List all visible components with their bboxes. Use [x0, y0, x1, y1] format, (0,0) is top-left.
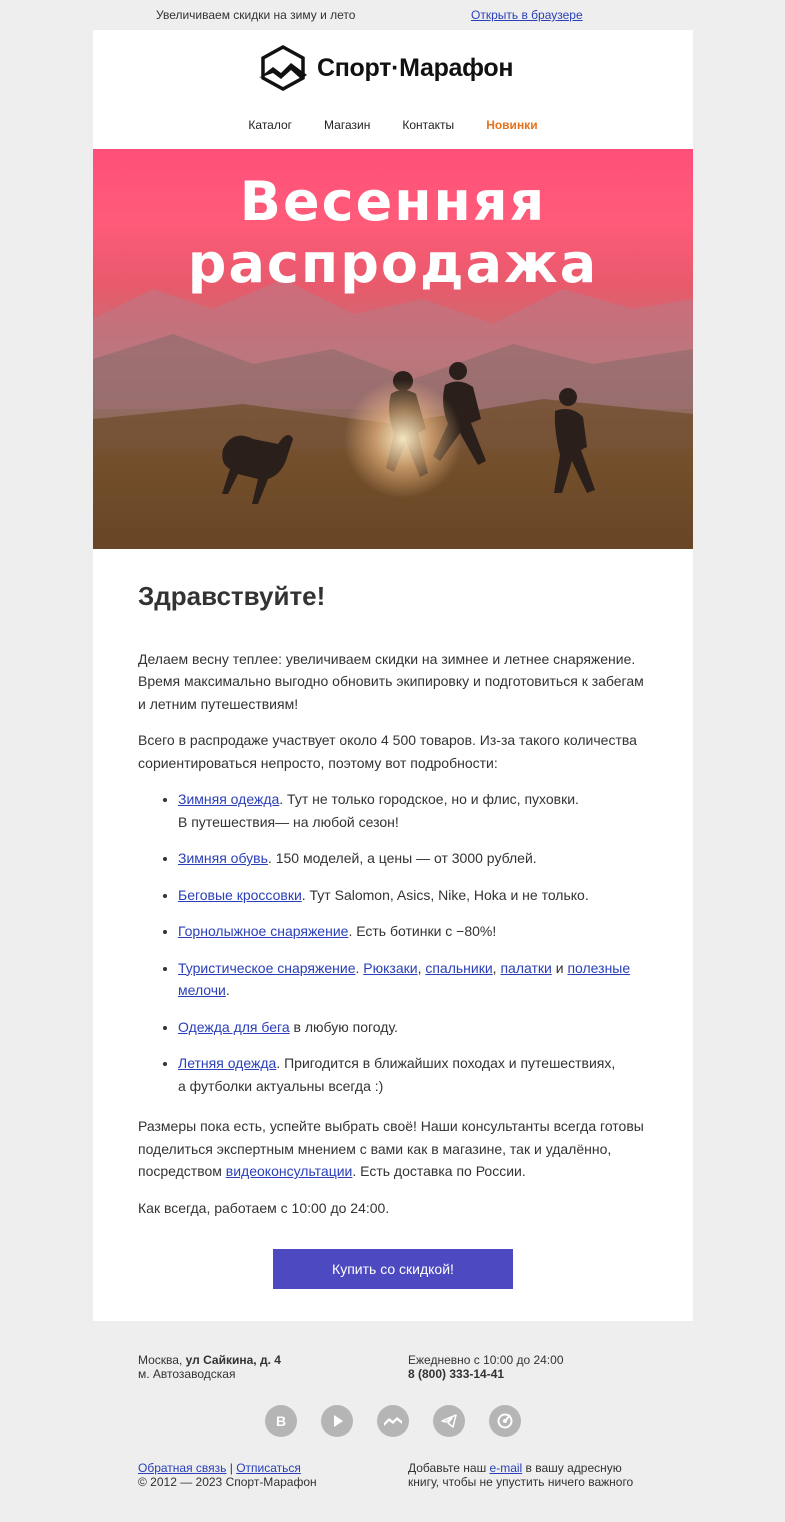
nav-shop[interactable]: Магазин	[324, 118, 371, 132]
separator: .	[225, 982, 230, 998]
feedback-link[interactable]: Обратная связь	[138, 1461, 227, 1475]
address-book-note	[408, 1461, 648, 1489]
footer-hours	[408, 1353, 564, 1381]
list-item-text: В путешествия— на любой сезон!	[178, 813, 399, 830]
list-item-text: . Тут Salomon, Asics, Nike, Hoka и не только.	[301, 886, 589, 903]
working-hours: Ежедневно с 10:00 до 24:00	[408, 1353, 564, 1367]
list-item-text: . 150 моделей, а цены — от 3000 рублей.	[267, 850, 537, 866]
mountain-logo-icon	[257, 45, 309, 91]
paragraph-text: . Есть доставка по России.	[352, 1163, 526, 1179]
nav-new[interactable]: Новинки	[486, 118, 538, 132]
footer-address	[138, 1353, 281, 1381]
copyright: © 2012 — 2023 Спорт-Марафон	[138, 1475, 317, 1489]
preheader-text: Увеличиваем скидки на зиму и лето	[156, 8, 356, 22]
svg-text:В: В	[275, 1413, 287, 1429]
list-item-text: а футболки актуальны всегда :)	[178, 1077, 384, 1094]
video-consultation-link[interactable]: видеоконсультации	[225, 1163, 353, 1179]
open-in-browser-link[interactable]: Открыть в браузере	[471, 8, 583, 22]
brand-name: Спорт·Марафон	[317, 53, 514, 82]
note-text: в вашу адресную книгу, чтобы не упустить ничего важного	[408, 1461, 634, 1489]
telegram-icon[interactable]	[433, 1405, 465, 1437]
category-list	[138, 788, 648, 1097]
winter-shoes-link[interactable]: Зимняя обувь	[178, 850, 268, 866]
list-item	[178, 788, 648, 833]
sleeping-bags-link[interactable]: спальники	[425, 959, 493, 976]
separator: и	[551, 959, 568, 976]
useful-items-link[interactable]: полезные мелочи	[178, 959, 631, 998]
summer-clothes-link[interactable]: Летняя одежда	[178, 1055, 277, 1071]
vk-icon[interactable]	[265, 1405, 297, 1437]
list-item	[178, 847, 648, 870]
youtube-icon[interactable]	[321, 1405, 353, 1437]
note-text: Добавьте наш	[408, 1461, 490, 1475]
list-item	[178, 884, 648, 907]
details-paragraph: Всего в распродаже участвует около 4 500 товаров. Из-за такого количества сориентироваться непросто, поэтому вот подробности:	[138, 732, 637, 771]
list-item	[178, 957, 648, 1002]
intro-paragraph: Делаем весну теплее: увеличиваем скидки на зимнее и летнее снаряжение. Время максимально выгодно обновить экипировку и подготовиться к забегам и летним путешествиям!	[138, 650, 644, 712]
main-nav	[93, 118, 693, 132]
nav-contacts[interactable]: Контакты	[402, 118, 455, 132]
hero-title-line1: Весенняя	[239, 170, 547, 233]
preheader	[93, 0, 693, 30]
unsubscribe-link[interactable]: Отписаться	[236, 1461, 301, 1475]
ski-gear-link[interactable]: Горнолыжное снаряжение	[178, 923, 349, 939]
greeting: Здравствуйте!	[138, 581, 326, 611]
list-item	[178, 1016, 648, 1039]
list-item	[178, 920, 648, 943]
footer-links	[138, 1461, 317, 1489]
email-link[interactable]: e-mail	[489, 1461, 523, 1475]
separator: ,	[417, 959, 426, 976]
separator: .	[355, 959, 364, 976]
separator: |	[226, 1461, 237, 1475]
nav-catalog[interactable]: Каталог	[248, 118, 293, 132]
list-item-text: в любую погоду.	[289, 1018, 398, 1035]
hero-title	[93, 171, 693, 295]
street: ул Сайкина, д. 4	[185, 1353, 281, 1367]
logo[interactable]	[257, 45, 529, 91]
tents-link[interactable]: палатки	[500, 959, 552, 976]
paragraph-text: Размеры пока есть, успейте выбрать своё! Наши консультанты всегда готовы поделиться экспертным мнением с вами как в магазине, так и удалённо, посредством	[138, 1118, 644, 1179]
hero-title-line2: распродажа	[187, 232, 599, 295]
metro: м. Автозаводская	[138, 1367, 236, 1381]
email-body	[138, 549, 648, 1233]
running-shoes-link[interactable]: Беговые кроссовки	[178, 886, 302, 903]
buy-discount-button[interactable]: Купить со скидкой!	[273, 1249, 513, 1289]
separator: ,	[492, 959, 501, 976]
list-item-text: . Тут не только городское, но и флис, пуховки.	[279, 791, 579, 807]
backpacks-link[interactable]: Рюкзаки	[363, 959, 418, 976]
list-item	[178, 1052, 648, 1097]
email-card	[93, 30, 693, 1321]
sun-glow	[343, 379, 463, 499]
running-clothes-link[interactable]: Одежда для бега	[178, 1018, 290, 1035]
phone-number[interactable]: 8 (800) 333-14-41	[408, 1367, 505, 1381]
list-item-text: . Пригодится в ближайших походах и путешествиях,	[276, 1055, 616, 1071]
tourist-gear-link[interactable]: Туристическое снаряжение	[178, 959, 356, 976]
music-icon[interactable]	[489, 1405, 521, 1437]
footer	[93, 1321, 693, 1521]
winter-clothes-link[interactable]: Зимняя одежда	[178, 791, 280, 807]
city: Москва,	[138, 1353, 186, 1367]
hero-banner[interactable]	[93, 149, 693, 549]
hours-paragraph: Как всегда, работаем с 10:00 до 24:00.	[138, 1199, 390, 1216]
social-links	[93, 1405, 693, 1437]
list-item-text: . Есть ботинки с −80%!	[348, 923, 497, 939]
marafon-icon[interactable]	[377, 1405, 409, 1437]
consultants-paragraph	[138, 1115, 648, 1183]
